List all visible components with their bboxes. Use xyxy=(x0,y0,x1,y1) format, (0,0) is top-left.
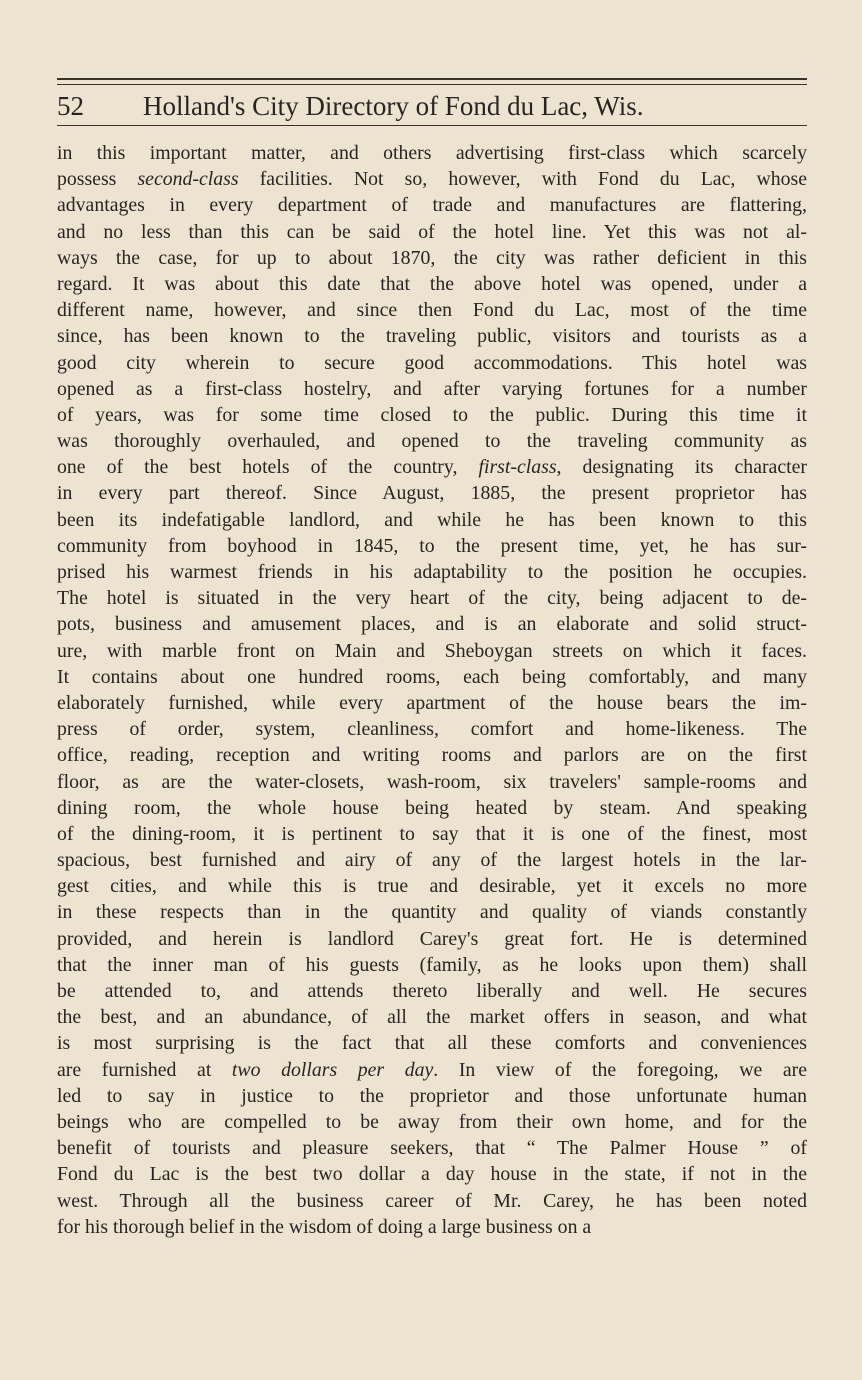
text-line: for his thorough belief in the wisdom of doing a large business on a xyxy=(57,1215,592,1238)
text-line: be attended to, and attends thereto liberally and well. He secures xyxy=(57,980,807,1002)
text-segment: one of the best hotels of the country, xyxy=(57,456,479,479)
text-line: and no less than this can be said of the hotel line. Yet this was not al- xyxy=(57,220,807,243)
italic-phrase: second-class xyxy=(137,168,239,191)
page-number: 52 xyxy=(57,91,84,121)
text-line: prised his warmest friends in his adaptability to the position he occupies. xyxy=(57,561,807,583)
running-title: Holland's City Directory of Fond du Lac, Wis. xyxy=(143,91,644,121)
text-line: gest cities, and while this is true and desirable, yet it excels no more xyxy=(57,875,807,898)
text-segment: , designating its character xyxy=(556,456,807,479)
header-rule-top xyxy=(57,78,807,80)
text-line: was thoroughly overhauled, and opened to the traveling community as xyxy=(57,430,807,453)
text-line: It contains about one hundred rooms, each being comfortably, and many xyxy=(57,665,807,688)
header-rule-bottom xyxy=(57,125,807,126)
text-segment: are furnished at xyxy=(57,1058,232,1081)
text-line: dining room, the whole house being heated by steam. And speaking xyxy=(57,796,807,819)
text-line: different name, however, and since then Fond du Lac, most of the time xyxy=(57,299,807,322)
text-line: provided, and herein is landlord Carey's great fort. He is determined xyxy=(57,927,807,950)
text-segment: . In view of the foregoing, we are xyxy=(433,1058,808,1081)
text-line: ways the case, for up to about 1870, the city was rather deficient in this xyxy=(57,246,807,269)
text-line: pots, business and amusement places, and is an elaborate and solid struct- xyxy=(57,613,807,636)
text-line: in every part thereof. Since August, 1885, the present proprietor has xyxy=(57,482,807,505)
text-line: beings who are compelled to be away from their own home, and for the xyxy=(57,1110,807,1133)
text-line: advantages in every department of trade and manufactures are flattering, xyxy=(57,194,807,217)
text-line xyxy=(57,166,807,192)
text-line: office, reading, reception and writing rooms and parlors are on the first xyxy=(57,744,807,767)
text-line: is most surprising is the fact that all these comforts and conveniences xyxy=(57,1032,807,1055)
italic-phrase: first-class xyxy=(478,456,557,479)
text-line: regard. It was about this date that the above hotel was opened, under a xyxy=(57,272,807,295)
text-line: since, has been known to the traveling public, visitors and tourists as a xyxy=(57,325,807,348)
text-segment: facilities. Not so, however, with Fond du Lac, whose xyxy=(238,168,807,191)
text-line: in this important matter, and others advertising first-class which scarcely xyxy=(57,142,807,164)
running-header xyxy=(57,88,807,124)
header-rule-thin xyxy=(57,84,807,85)
text-line: floor, as are the water-closets, wash-room, six travelers' sample-rooms and xyxy=(57,770,807,793)
text-line: benefit of tourists and pleasure seekers, that “ The Palmer House ” of xyxy=(57,1137,807,1160)
body-text xyxy=(57,140,807,1240)
text-line: ure, with marble front on Main and Sheboygan streets on which it faces. xyxy=(57,639,807,662)
text-line: press of order, system, cleanliness, comfort and home-likeness. The xyxy=(57,718,807,741)
text-line: west. Through all the business career of Mr. Carey, he has been noted xyxy=(57,1189,807,1212)
text-line: community from boyhood in 1845, to the present time, yet, he has sur- xyxy=(57,534,807,557)
text-line: of years, was for some time closed to the public. During this time it xyxy=(57,403,807,426)
text-line: the best, and an abundance, of all the market offers in season, and what xyxy=(57,1006,807,1029)
text-line: been its indefatigable landlord, and while he has been known to this xyxy=(57,508,807,531)
text-line: elaborately furnished, while every apartment of the house bears the im- xyxy=(57,691,807,714)
text-line: in these respects than in the quantity and quality of viands constantly xyxy=(57,901,807,924)
text-line: The hotel is situated in the very heart of the city, being adjacent to de- xyxy=(57,587,807,610)
text-line xyxy=(57,454,807,480)
text-line: opened as a first-class hostelry, and after varying fortunes for a number xyxy=(57,377,807,400)
italic-phrase: two dollars per day xyxy=(231,1058,434,1081)
text-line: led to say in justice to the proprietor and those unfortunate human xyxy=(57,1084,807,1107)
text-line xyxy=(57,1057,807,1083)
text-segment: possess xyxy=(57,168,138,191)
text-line: that the inner man of his guests (family, as he looks upon them) shall xyxy=(57,953,807,976)
text-line: spacious, best furnished and airy of any of the largest hotels in the lar- xyxy=(57,849,807,872)
text-line: Fond du Lac is the best two dollar a day house in the state, if not in the xyxy=(57,1163,807,1186)
text-line: good city wherein to secure good accommodations. This hotel was xyxy=(57,351,807,374)
text-line: of the dining-room, it is pertinent to say that it is one of the finest, most xyxy=(57,822,807,845)
